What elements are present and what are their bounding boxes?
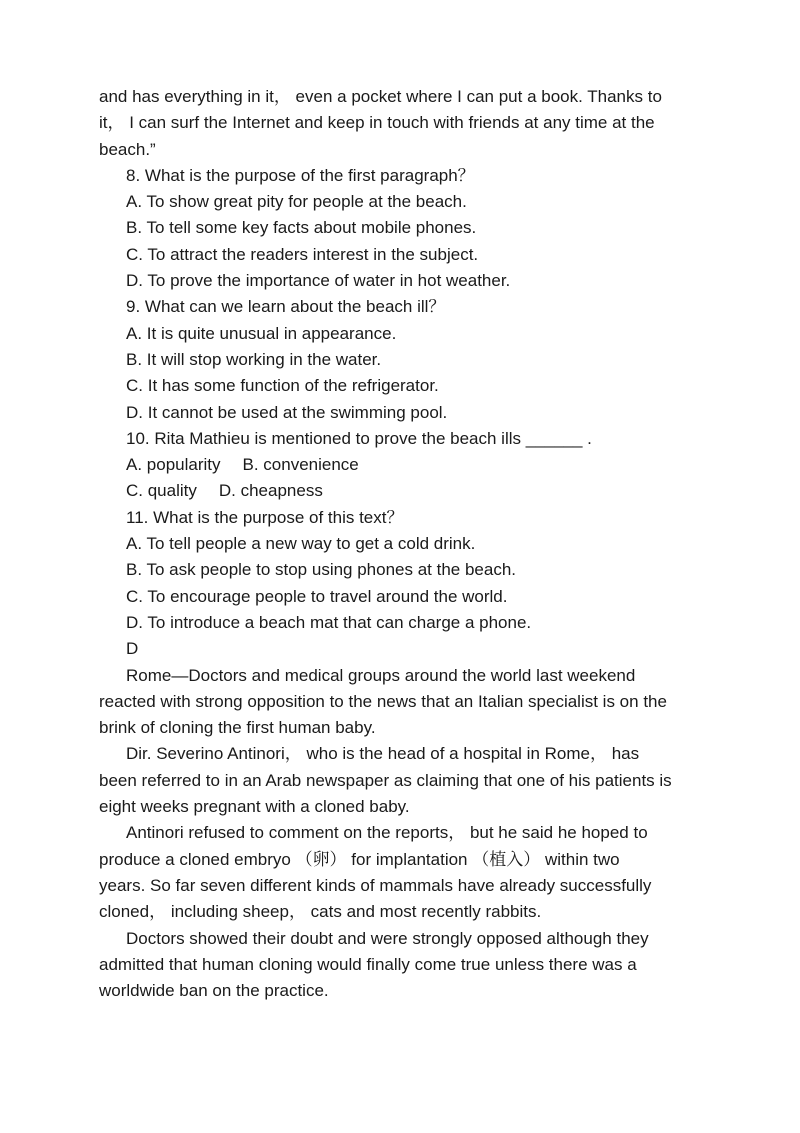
line-text: 8. What is the purpose of the first paragraph？	[126, 165, 475, 185]
line-text: worldwide ban on the practice.	[99, 981, 329, 1001]
text-line	[99, 268, 699, 294]
line-text: Rome—Doctors and medical groups around the world last weekend	[126, 665, 636, 685]
text-line	[99, 899, 699, 925]
text-line	[99, 505, 699, 531]
line-text: Antinori refused to comment on the reports， but he said he hoped to	[126, 823, 648, 843]
text-line	[99, 163, 699, 189]
text-line	[99, 794, 699, 820]
text-line	[99, 84, 699, 110]
line-text: and has everything in it， even a pocket where I can put a book. Thanks to	[99, 87, 662, 106]
text-line	[99, 768, 699, 794]
text-line	[99, 926, 699, 952]
text-line	[99, 426, 699, 452]
line-text: 9. What can we learn about the beach ill？	[126, 297, 446, 317]
line-text: B. To tell some key facts about mobile phones.	[126, 218, 477, 238]
text-line	[99, 873, 699, 899]
text-line	[99, 636, 699, 662]
line-text: C. It has some function of the refrigerator.	[126, 376, 439, 396]
text-line	[99, 478, 699, 504]
line-text: D. To prove the importance of water in hot weather.	[126, 271, 511, 291]
text-line	[99, 584, 699, 610]
text-line	[99, 110, 699, 136]
line-text: C. To attract the readers interest in the subject.	[126, 244, 479, 264]
text-line	[99, 557, 699, 583]
text-line	[99, 741, 699, 767]
text-line	[99, 242, 699, 268]
text-line	[99, 820, 699, 846]
line-text: 11. What is the purpose of this text？	[126, 507, 404, 527]
line-text: reacted with strong opposition to the news that an Italian specialist is on the	[99, 691, 667, 711]
text-line	[99, 452, 699, 478]
line-text: years. So far seven different kinds of mammals have already successfully	[99, 875, 652, 895]
line-text: 10. Rita Mathieu is mentioned to prove the beach ills ______ .	[126, 428, 592, 448]
line-text: cloned， including sheep， cats and most recently rabbits.	[99, 902, 542, 922]
line-text: brink of cloning the first human baby.	[99, 718, 376, 738]
text-line	[99, 978, 699, 1004]
text-line	[99, 189, 699, 215]
line-text: B. It will stop working in the water.	[126, 349, 382, 369]
line-text: A. To show great pity for people at the beach.	[126, 192, 467, 212]
text-line	[99, 215, 699, 241]
line-text: D. It cannot be used at the swimming pool.	[126, 402, 448, 422]
line-text: been referred to in an Arab newspaper as claiming that one of his patients is	[99, 770, 672, 790]
text-line	[99, 137, 699, 163]
text-line	[99, 610, 699, 636]
line-text: admitted that human cloning would finally come true unless there was a	[99, 954, 637, 974]
line-text: eight weeks pregnant with a cloned baby.	[99, 797, 410, 817]
text-line	[99, 715, 699, 741]
text-line	[99, 347, 699, 373]
line-text: B. To ask people to stop using phones at the beach.	[126, 560, 517, 580]
line-text: D. To introduce a beach mat that can charge a phone.	[126, 612, 532, 632]
line-text: it， I can surf the Internet and keep in touch with friends at any time at the	[99, 113, 655, 133]
text-line	[99, 400, 699, 426]
text-line	[99, 689, 699, 715]
line-text-second: B. convenience	[242, 455, 359, 475]
line-text: produce a cloned embryo （卵） for implantation （植入） within two	[99, 849, 620, 869]
line-text: C. To encourage people to travel around the world.	[126, 586, 508, 606]
line-text: Doctors showed their doubt and were strongly opposed although they	[126, 928, 649, 948]
line-text: D	[126, 639, 139, 659]
text-line	[99, 294, 699, 320]
line-text: A. To tell people a new way to get a cold drink.	[126, 534, 476, 554]
line-text-second: D. cheapness	[218, 481, 323, 501]
text-line	[99, 663, 699, 689]
text-line	[99, 373, 699, 399]
line-text: A. popularity	[126, 455, 221, 475]
document-page	[99, 84, 699, 1004]
text-line	[99, 847, 699, 873]
text-line	[99, 321, 699, 347]
text-line	[99, 952, 699, 978]
line-text: Dir. Severino Antinori， who is the head of a hospital in Rome， has	[126, 744, 640, 764]
text-line	[99, 531, 699, 557]
line-text: beach.”	[99, 139, 156, 159]
line-text: A. It is quite unusual in appearance.	[126, 323, 397, 343]
line-text: C. quality	[126, 481, 197, 501]
